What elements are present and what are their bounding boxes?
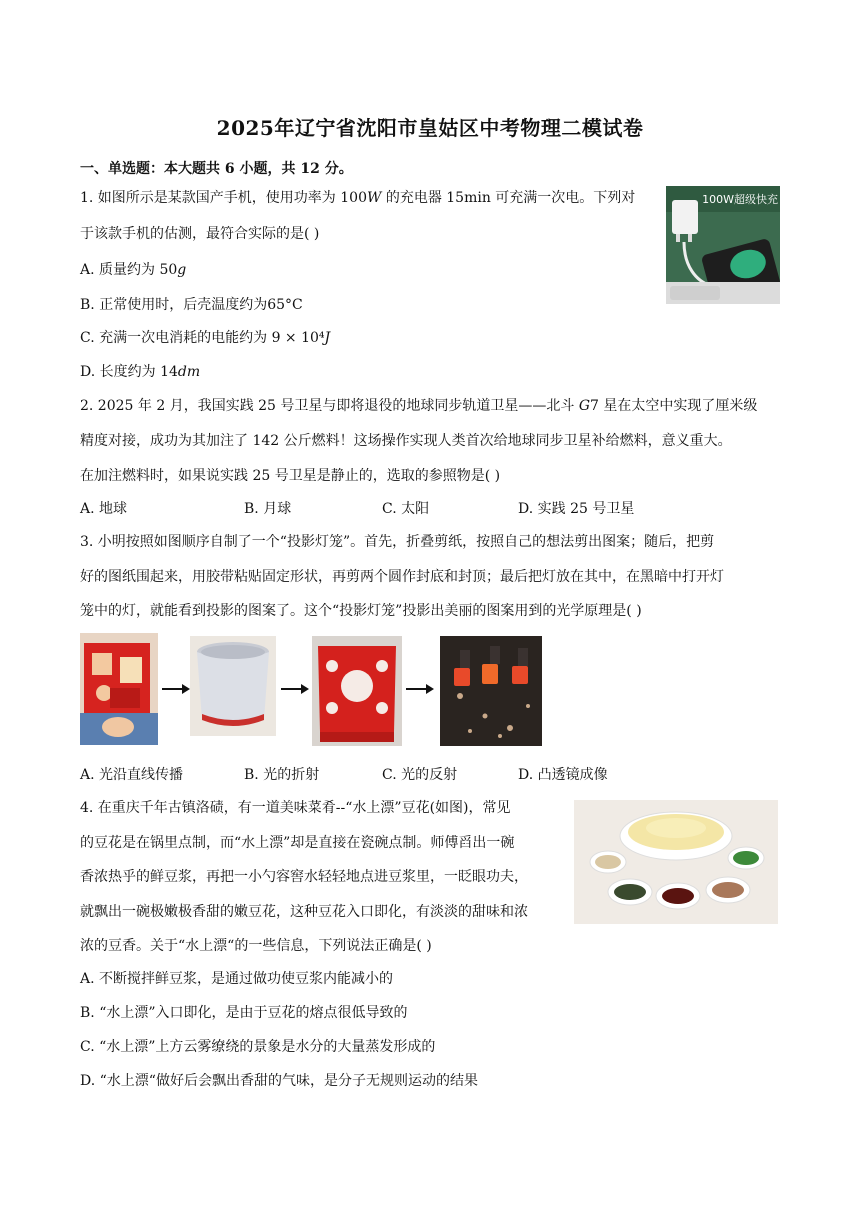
q2-option-c: C. 太阳	[382, 501, 430, 517]
q2-line-1: 2. 2025 年 2 月，我国实践 25 号卫星与即将退役的地球同步轨道卫星——北斗 𝐺7 星在太空中实现了厘米级	[80, 398, 758, 414]
q1-option-a: A. 质量约为 50𝑔	[80, 262, 187, 278]
q3-line-2: 好的图纸围起来，用胶带粘贴固定形状，再剪两个圆作封底和封顶；最后把灯放在其中，在黑暗中打开灯	[80, 569, 724, 585]
q3-line-1: 3. 小明按照如图顺序自制了一个“投影灯笼”。首先，折叠剪纸，按照自己的想法剪出图案；随后，把剪	[80, 534, 715, 550]
arrow-icon	[281, 684, 309, 694]
q2-option-a: A. 地球	[80, 501, 128, 517]
q4-line-4: 就飘出一碗极嫩极香甜的嫩豆花，这种豆花入口即化，有淡淡的甜味和浓	[80, 904, 528, 920]
q4-line-3: 香浓热乎的鲜豆浆，再把一小勺容窖水轻轻地点进豆浆里，一眨眼功夫，	[80, 869, 528, 885]
q2-line-2: 精度对接，成功为其加注了 142 公斤燃料！这场操作实现人类首次给地球同步卫星补给燃料，意义重大。	[80, 433, 732, 449]
q4-line-1: 4. 在重庆千年古镇洛碛，有一道美味菜肴--“水上漂”豆花(如图)，常见	[80, 800, 511, 816]
lantern-projection-image	[440, 636, 542, 746]
q4-option-b: B. “水上漂”入口即化，是由于豆花的熔点很低导致的	[80, 1005, 408, 1021]
q1-option-d: D. 长度约为 14𝑑𝑚	[80, 364, 201, 380]
q4-option-a: A. 不断搅拌鲜豆浆，是通过做功使豆浆内能减小的	[80, 971, 394, 987]
tofu-pudding-image	[574, 800, 778, 924]
paper-cylinder-image	[190, 636, 276, 736]
q4-option-d: D. “水上漂“做好后会飘出香甜的气味，是分子无规则运动的结果	[80, 1073, 478, 1089]
image-caption: 100W超级快充	[702, 193, 778, 206]
q1-line-1: 1. 如图所示是某款国产手机，使用功率为 100𝑊 的充电器 15min 可充满一次电。下列对	[80, 190, 636, 206]
page-title: 2025年辽宁省沈阳市皇姑区中考物理二模试卷	[216, 116, 644, 140]
q2-option-b: B. 月球	[244, 501, 292, 517]
q1-line-2: 于该款手机的估测，最符合实际的是( )	[80, 226, 320, 242]
q2-line-3: 在加注燃料时，如果说实践 25 号卫星是静止的，选取的参照物是( )	[80, 468, 501, 484]
q3-option-d: D. 凸透镜成像	[518, 767, 608, 783]
paper-cutting-image	[80, 633, 158, 745]
arrow-icon	[162, 684, 190, 694]
q2-option-d: D. 实践 25 号卫星	[518, 501, 635, 517]
phone-charger-image	[666, 186, 780, 304]
q1-option-c: C. 充满一次电消耗的电能约为 9 × 10⁴𝐽	[80, 330, 331, 346]
red-lantern-image	[312, 636, 402, 746]
q3-option-a: A. 光沿直线传播	[80, 767, 184, 783]
q1-option-b: B. 正常使用时，后壳温度约为65°C	[80, 297, 303, 313]
section-heading: 一、单选题：本大题共 6 小题，共 12 分。	[80, 161, 353, 177]
q3-option-c: C. 光的反射	[382, 767, 458, 783]
arrow-icon	[406, 684, 434, 694]
q3-option-b: B. 光的折射	[244, 767, 320, 783]
q3-line-3: 笼中的灯，就能看到投影的图案了。这个“投影灯笼”投影出美丽的图案用到的光学原理是( )	[80, 603, 642, 619]
q2-options	[80, 499, 780, 519]
q4-line-2: 的豆花是在锅里点制，而“水上漂”却是直接在瓷碗点制。师傅舀出一碗	[80, 835, 515, 851]
q4-line-5: 浓的豆香。关于“水上漂“的一些信息，下列说法正确是( )	[80, 938, 432, 954]
q4-option-c: C. “水上漂”上方云雾缭绕的景象是水分的大量蒸发形成的	[80, 1039, 436, 1055]
q3-options	[80, 765, 780, 785]
